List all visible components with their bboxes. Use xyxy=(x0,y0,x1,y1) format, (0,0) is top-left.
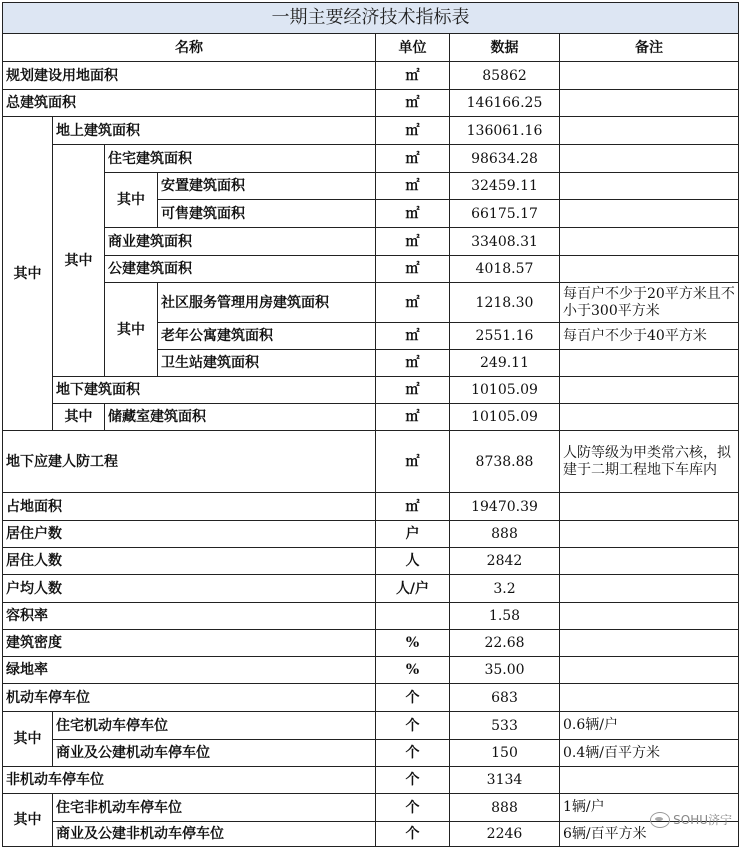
row-name: 储藏室建筑面积 xyxy=(104,403,376,431)
row-value: 66175.17 xyxy=(449,199,560,228)
row-unit: 个 xyxy=(375,711,450,740)
row-value: 683 xyxy=(449,683,560,712)
row-unit: ㎡ xyxy=(375,172,450,200)
group-label: 其中 xyxy=(52,403,105,431)
row-note xyxy=(559,602,739,630)
row-name: 容积率 xyxy=(2,602,376,630)
row-note xyxy=(559,574,739,603)
row-unit: 个 xyxy=(375,793,450,822)
row-unit: ㎡ xyxy=(375,376,450,404)
row-note xyxy=(559,656,739,684)
row-name: 居住人数 xyxy=(2,547,376,575)
row-value: 249.11 xyxy=(449,349,560,377)
row-value: 4018.57 xyxy=(449,255,560,283)
row-name: 社区服务管理用房建筑面积 xyxy=(157,282,376,323)
row-note xyxy=(559,144,739,173)
row-note xyxy=(559,255,739,283)
indicator-table xyxy=(2,2,738,846)
row-value: 98634.28 xyxy=(449,144,560,173)
row-name: 地下应建人防工程 xyxy=(2,430,376,493)
row-note xyxy=(559,520,739,548)
row-note xyxy=(559,376,739,404)
row-name: 可售建筑面积 xyxy=(157,199,376,228)
row-value: 22.68 xyxy=(449,629,560,657)
group-label: 其中 xyxy=(2,793,53,847)
row-name: 户均人数 xyxy=(2,574,376,603)
table-title: 一期主要经济技术指标表 xyxy=(2,2,739,34)
group-label: 其中 xyxy=(2,116,53,431)
row-name: 安置建筑面积 xyxy=(157,172,376,200)
row-value: 10105.09 xyxy=(449,376,560,404)
row-name: 商业建筑面积 xyxy=(104,227,376,256)
row-value: 2551.16 xyxy=(449,322,560,350)
watermark xyxy=(650,811,732,828)
row-name: 商业及公建非机动车停车位 xyxy=(52,821,376,847)
row-note xyxy=(559,116,739,145)
row-note xyxy=(559,61,739,90)
row-unit: % xyxy=(375,656,450,684)
row-unit: ㎡ xyxy=(375,61,450,90)
row-name: 卫生站建筑面积 xyxy=(157,349,376,377)
row-note xyxy=(559,492,739,521)
watermark-text: SOHU济宁 xyxy=(673,813,732,827)
row-name: 公建建筑面积 xyxy=(104,255,376,283)
row-note xyxy=(559,172,739,200)
group-label: 其中 xyxy=(52,144,105,377)
header-data: 数据 xyxy=(449,33,560,62)
row-unit: % xyxy=(375,629,450,657)
row-value: 33408.31 xyxy=(449,227,560,256)
row-value: 1218.30 xyxy=(449,282,560,323)
row-unit: ㎡ xyxy=(375,255,450,283)
row-value: 35.00 xyxy=(449,656,560,684)
row-unit: ㎡ xyxy=(375,349,450,377)
row-note xyxy=(559,547,739,575)
row-unit: ㎡ xyxy=(375,227,450,256)
row-note xyxy=(559,89,739,117)
row-name: 商业及公建机动车停车位 xyxy=(52,739,376,767)
group-label: 其中 xyxy=(104,172,158,228)
row-name: 老年公寓建筑面积 xyxy=(157,322,376,350)
row-note xyxy=(559,766,739,794)
row-value: 1.58 xyxy=(449,602,560,630)
row-unit: ㎡ xyxy=(375,89,450,117)
row-unit: 个 xyxy=(375,821,450,847)
row-value: 8738.88 xyxy=(449,430,560,493)
row-unit: 户 xyxy=(375,520,450,548)
row-note xyxy=(559,349,739,377)
row-name: 总建筑面积 xyxy=(2,89,376,117)
row-name: 住宅非机动车停车位 xyxy=(52,793,376,822)
row-unit: ㎡ xyxy=(375,322,450,350)
row-value: 150 xyxy=(449,739,560,767)
row-value: 2246 xyxy=(449,821,560,847)
group-label: 其中 xyxy=(2,711,53,767)
row-unit: 人 xyxy=(375,547,450,575)
row-value: 10105.09 xyxy=(449,403,560,431)
row-note: 每百户不少于20平方米且不小于300平方米 xyxy=(559,282,739,323)
row-value: 533 xyxy=(449,711,560,740)
row-name: 住宅建筑面积 xyxy=(104,144,376,173)
row-unit: 个 xyxy=(375,683,450,712)
row-note xyxy=(559,227,739,256)
row-value: 136061.16 xyxy=(449,116,560,145)
row-unit: ㎡ xyxy=(375,282,450,323)
header-note: 备注 xyxy=(559,33,739,62)
row-value: 2842 xyxy=(449,547,560,575)
row-value: 888 xyxy=(449,520,560,548)
row-unit: ㎡ xyxy=(375,492,450,521)
row-name: 规划建设用地面积 xyxy=(2,61,376,90)
row-note: 人防等级为甲类常六核，拟建于二期工程地下车库内 xyxy=(559,430,739,493)
row-value: 888 xyxy=(449,793,560,822)
row-unit: 人/户 xyxy=(375,574,450,603)
row-unit: ㎡ xyxy=(375,430,450,493)
row-name: 机动车停车位 xyxy=(2,683,376,712)
row-unit xyxy=(375,602,450,630)
row-value: 146166.25 xyxy=(449,89,560,117)
row-name: 地下建筑面积 xyxy=(52,376,376,404)
row-name: 绿地率 xyxy=(2,656,376,684)
row-note: 1辆/户 xyxy=(559,793,739,822)
row-name: 居住户数 xyxy=(2,520,376,548)
row-unit: ㎡ xyxy=(375,199,450,228)
row-note xyxy=(559,403,739,431)
row-unit: 个 xyxy=(375,739,450,767)
row-value: 19470.39 xyxy=(449,492,560,521)
row-note: 每百户不少于40平方米 xyxy=(559,322,739,350)
row-unit: 个 xyxy=(375,766,450,794)
row-name: 地上建筑面积 xyxy=(52,116,376,145)
row-unit: ㎡ xyxy=(375,116,450,145)
header-unit: 单位 xyxy=(375,33,450,62)
row-note xyxy=(559,199,739,228)
group-label: 其中 xyxy=(104,282,158,377)
row-note xyxy=(559,629,739,657)
row-name: 建筑密度 xyxy=(2,629,376,657)
row-value: 85862 xyxy=(449,61,560,90)
row-note: 0.4辆/百平方米 xyxy=(559,739,739,767)
row-value: 3.2 xyxy=(449,574,560,603)
row-note xyxy=(559,683,739,712)
row-value: 3134 xyxy=(449,766,560,794)
row-name: 非机动车停车位 xyxy=(2,766,376,794)
row-note: 6辆/百平方米 xyxy=(559,821,739,847)
row-unit: ㎡ xyxy=(375,403,450,431)
row-name: 住宅机动车停车位 xyxy=(52,711,376,740)
row-note: 0.6辆/户 xyxy=(559,711,739,740)
header-name: 名称 xyxy=(2,33,376,62)
sohu-logo-icon xyxy=(650,812,670,828)
row-unit: ㎡ xyxy=(375,144,450,173)
row-value: 32459.11 xyxy=(449,172,560,200)
row-name: 占地面积 xyxy=(2,492,376,521)
